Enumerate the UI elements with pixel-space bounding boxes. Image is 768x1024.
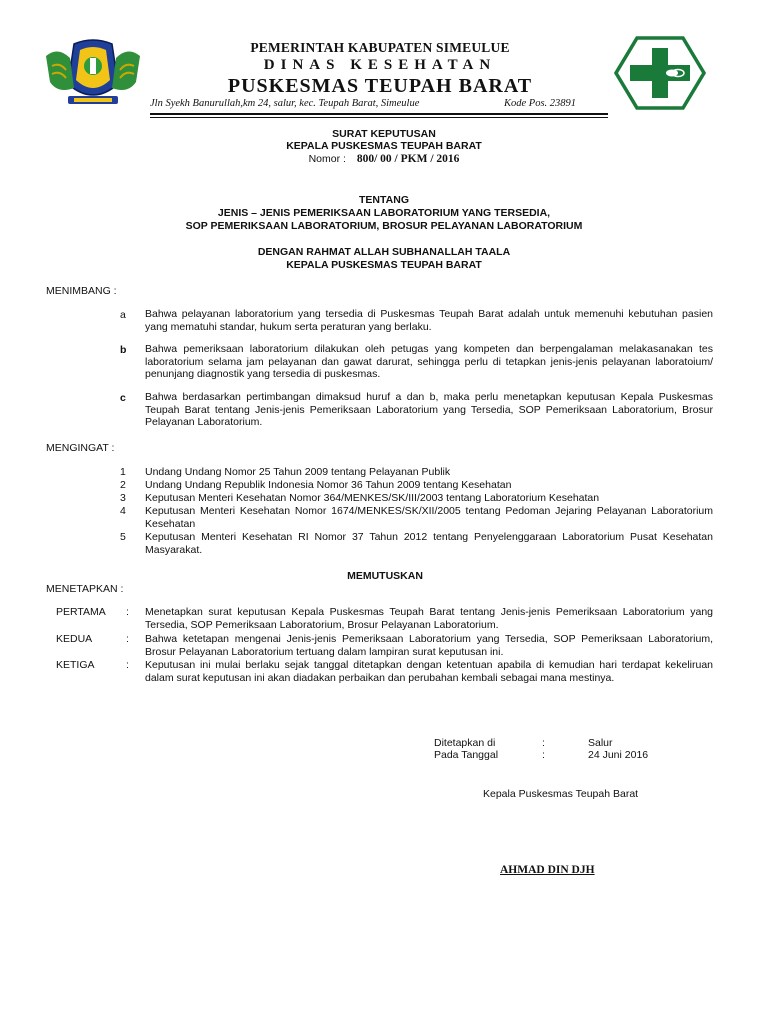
mengingat-item: Keputusan Menteri Kesehatan RI Nomor 37 Tahun 2012 tentang Penyelenggaraan Laboratorium Pusat Kesehatan Masyarakat. (145, 531, 713, 556)
menetapkan-label: MENETAPKAN : (46, 583, 124, 595)
menetapkan-item: Bahwa ketetapan mengenai Jenis-jenis Pemeriksaan Laboratorium yang Tersedia, SOP Pemeriksaan Laboratorium, Brosur Pelayanan Laboratorium tertuang dalam lampiran surat keputusan ini. (145, 633, 713, 658)
mengingat-marker: 2 (120, 479, 126, 491)
menimbang-item: Bahwa pelayanan laboratorium yang tersedia di Puskesmas Teupah Barat adalah untuk memenuhi kebutuhan pasien yang mematuhi standar, hukum serta peraturan yang berlaku. (145, 308, 713, 333)
menimbang-item: Bahwa pemeriksaan laboratorium dilakukan oleh petugas yang kompeten dan berpengalaman melakasanakan tes laboratorium selama jam pelayanan dan gawat darurat, sehingga perlu di tetapkan jenis-jenis pelayanan laboratoium/ penunjang diagnostik yang tersedia di puskesmas. (145, 343, 713, 381)
date-value: 24 Juni 2016 (588, 749, 649, 761)
place-colon: : (542, 737, 545, 749)
rahmat-line-2: KEPALA PUSKESMAS TEUPAH BARAT (286, 259, 482, 271)
menimbang-marker: b (120, 344, 127, 356)
letterhead-address-line (150, 98, 610, 109)
mengingat-label: MENGINGAT : (46, 442, 115, 454)
tentang-heading: TENTANG (359, 194, 409, 206)
letterhead-title-block (150, 40, 610, 97)
place-value: Salur (588, 737, 613, 749)
menetapkan-term: KETIGA (56, 659, 95, 671)
decree-number-label: Nomor : (308, 153, 346, 165)
subject-line-2: SOP PEMERIKSAAN LABORATORIUM, BROSUR PELAYANAN LABORATORIUM (185, 220, 583, 232)
mengingat-item: Undang Undang Nomor 25 Tahun 2009 tentang Pelayanan Publik (145, 466, 451, 478)
subject-line-1: JENIS – JENIS PEMERIKSAAN LABORATORIUM YANG TERSEDIA, (217, 207, 551, 219)
mengingat-item: Undang Undang Republik Indonesia Nomor 36 Tahun 2009 tentang Kesehatan (145, 479, 512, 491)
decree-number (100, 153, 668, 165)
date-label: Pada Tanggal (434, 749, 499, 761)
letterhead-line-1: PEMERINTAH KABUPATEN SIMEULUE (250, 40, 510, 55)
menimbang-marker: a (120, 309, 126, 321)
menetapkan-term: KEDUA (56, 633, 93, 645)
menetapkan-colon: : (126, 659, 129, 671)
decree-title: SURAT KEPUTUSAN (332, 128, 436, 140)
regency-crest-icon (44, 36, 142, 108)
menetapkan-term: PERTAMA (56, 606, 106, 618)
menimbang-label: MENIMBANG : (46, 285, 117, 297)
memutuskan-heading: MEMUTUSKAN (347, 570, 423, 582)
decree-number-value: 800/ 00 / PKM / 2016 (356, 153, 460, 165)
letterhead-rule-thin (150, 117, 608, 118)
letterhead-line-2: DINAS KESEHATAN (263, 57, 497, 73)
menimbang-item: Bahwa berdasarkan pertimbangan dimaksud huruf a dan b, maka perlu menetapkan keputusan Kepala Puskesmas Teupah Barat tentang Jenis-jenis Pemeriksaan Laboratorium yang Tersedia, SOP Pemeriksaan Laboratorium, Brosur Pelayanan Laboratorium. (145, 391, 713, 429)
mengingat-marker: 1 (120, 466, 126, 478)
menetapkan-colon: : (126, 606, 129, 618)
puskesmas-cross-icon (614, 36, 706, 110)
rahmat-line-1: DENGAN RAHMAT ALLAH SUBHANALLAH TAALA (257, 246, 511, 258)
letterhead-address: Jln Syekh Banurullah,km 24, salur, kec. Teupah Barat, Simeulue (150, 98, 420, 109)
signatory-name: AHMAD DIN DJH (500, 864, 595, 876)
signatory-position: Kepala Puskesmas Teupah Barat (483, 788, 639, 800)
letterhead-postcode: Kode Pos. 23891 (504, 98, 577, 109)
menetapkan-colon: : (126, 633, 129, 645)
menetapkan-item: Keputusan ini mulai berlaku sejak tanggal ditetapkan dengan ketentuan apabila di kemudian hari terdapat kekeliruan dalam surat keputusan ini akan diadakan perbaikan dan perubahan kembali sebagai mana mestinya. (145, 659, 713, 684)
letterhead-rule-thick (150, 113, 608, 115)
decree-issuer: KEPALA PUSKESMAS TEUPAH BARAT (286, 140, 482, 152)
mengingat-marker: 3 (120, 492, 126, 504)
menimbang-marker: c (120, 392, 126, 404)
mengingat-item: Keputusan Menteri Kesehatan Nomor 364/MENKES/SK/III/2003 tentang Laboratorium Kesehatan (145, 492, 600, 504)
date-colon: : (542, 749, 545, 761)
mengingat-item: Keputusan Menteri Kesehatan Nomor 1674/MENKES/SK/XII/2005 tentang Pedoman Jejaring Pelayanan Laboratorium Kesehatan (145, 505, 713, 530)
letterhead-line-3: PUSKESMAS TEUPAH BARAT (227, 75, 533, 97)
menetapkan-item: Menetapkan surat keputusan Kepala Puskesmas Teupah Barat tentang Jenis-jenis Pemeriksaan Laboratorium yang Tersedia, SOP Pemeriksaan Laboratorium, Brosur Pelayanan Laboratorium. (145, 606, 713, 631)
place-label: Ditetapkan di (434, 737, 496, 749)
mengingat-marker: 5 (120, 531, 126, 543)
mengingat-marker: 4 (120, 505, 126, 517)
